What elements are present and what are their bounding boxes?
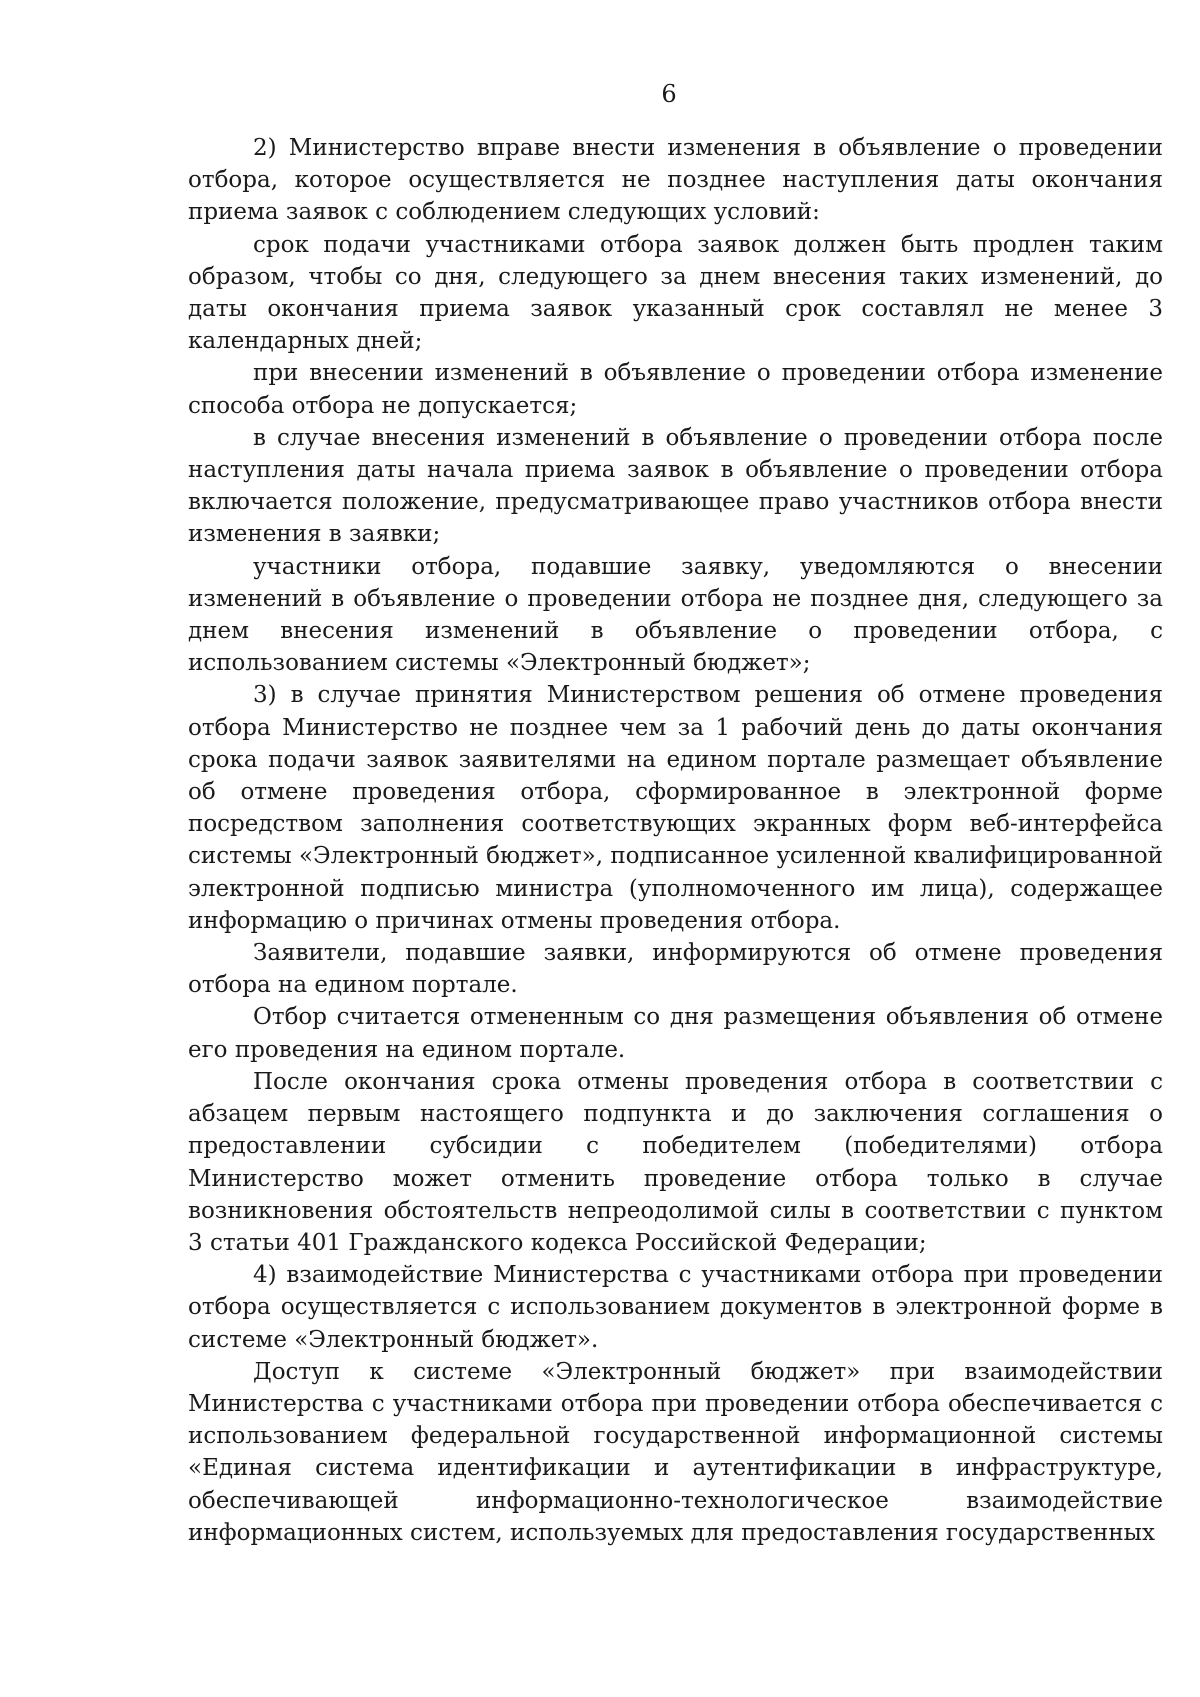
paragraph: Доступ к системе «Электронный бюджет» при взаимодействии Министерства с участниками отбора при проведении отбора обеспечивается с использованием федеральной государственной информационной системы «Единая система идентификации и аутентификации в инфраструктуре, обеспечивающей информационно-технологическое взаимодействие информационных систем, используемых для предоставления государственных [188, 1358, 1163, 1546]
page-number: 6 [661, 80, 677, 108]
paragraph: в случае внесения изменений в объявление о проведении отбора после наступления даты начала приема заявок в объявление о проведении отбора включается положение, предусматривающее право участников отбора внести изменения в заявки; [188, 424, 1163, 548]
paragraph: участники отбора, подавшие заявку, уведомляются о внесении изменений в объявление о проведении отбора не позднее дня, следующего за днем внесения изменений в объявление о проведении отбора, с использованием системы «Электронный бюджет»; [188, 553, 1163, 677]
paragraph: 3) в случае принятия Министерством решения об отмене проведения отбора Министерство не позднее чем за 1 рабочий день до даты окончания срока подачи заявок заявителями на едином портале размещает объявление об отмене проведения отбора, сформированное в электронной форме посредством заполнения соответствующих экранных форм веб-интерфейса системы «Электронный бюджет», подписанное усиленной квалифицированной электронной подписью министра (уполномоченного им лица), содержащее информацию о причинах отмены проведения отбора. [188, 682, 1163, 934]
paragraph: После окончания срока отмены проведения отбора в соответствии с абзацем первым настоящего подпункта и до заключения соглашения о предоставлении субсидии с победителем (победителями) отбора Министерство может отменить проведение отбора только в случае возникновения обстоятельств непреодолимой силы в соответствии с пунктом 3 статьи 401 Гражданского кодекса Российской Федерации; [188, 1068, 1163, 1256]
paragraph: при внесении изменений в объявление о проведении отбора изменение способа отбора не допускается; [188, 360, 1163, 419]
paragraph: Отбор считается отмененным со дня размещения объявления об отмене его проведения на едином портале. [188, 1004, 1163, 1063]
paragraph: 4) взаимодействие Министерства с участниками отбора при проведении отбора осуществляется с использованием документов в электронной форме в системе «Электронный бюджет». [188, 1262, 1163, 1353]
document-body [188, 132, 1163, 1549]
paragraph: Заявители, подавшие заявки, информируются об отмене проведения отбора на едином портале. [188, 940, 1163, 999]
paragraph: 2) Министерство вправе внести изменения в объявление о проведении отбора, которое осуществляется не позднее наступления даты окончания приема заявок с соблюдением следующих условий: [188, 135, 1163, 226]
paragraph: срок подачи участниками отбора заявок должен быть продлен таким образом, чтобы со дня, следующего за днем внесения таких изменений, до даты окончания приема заявок указанный срок составлял не менее 3 календарных дней; [188, 231, 1163, 355]
